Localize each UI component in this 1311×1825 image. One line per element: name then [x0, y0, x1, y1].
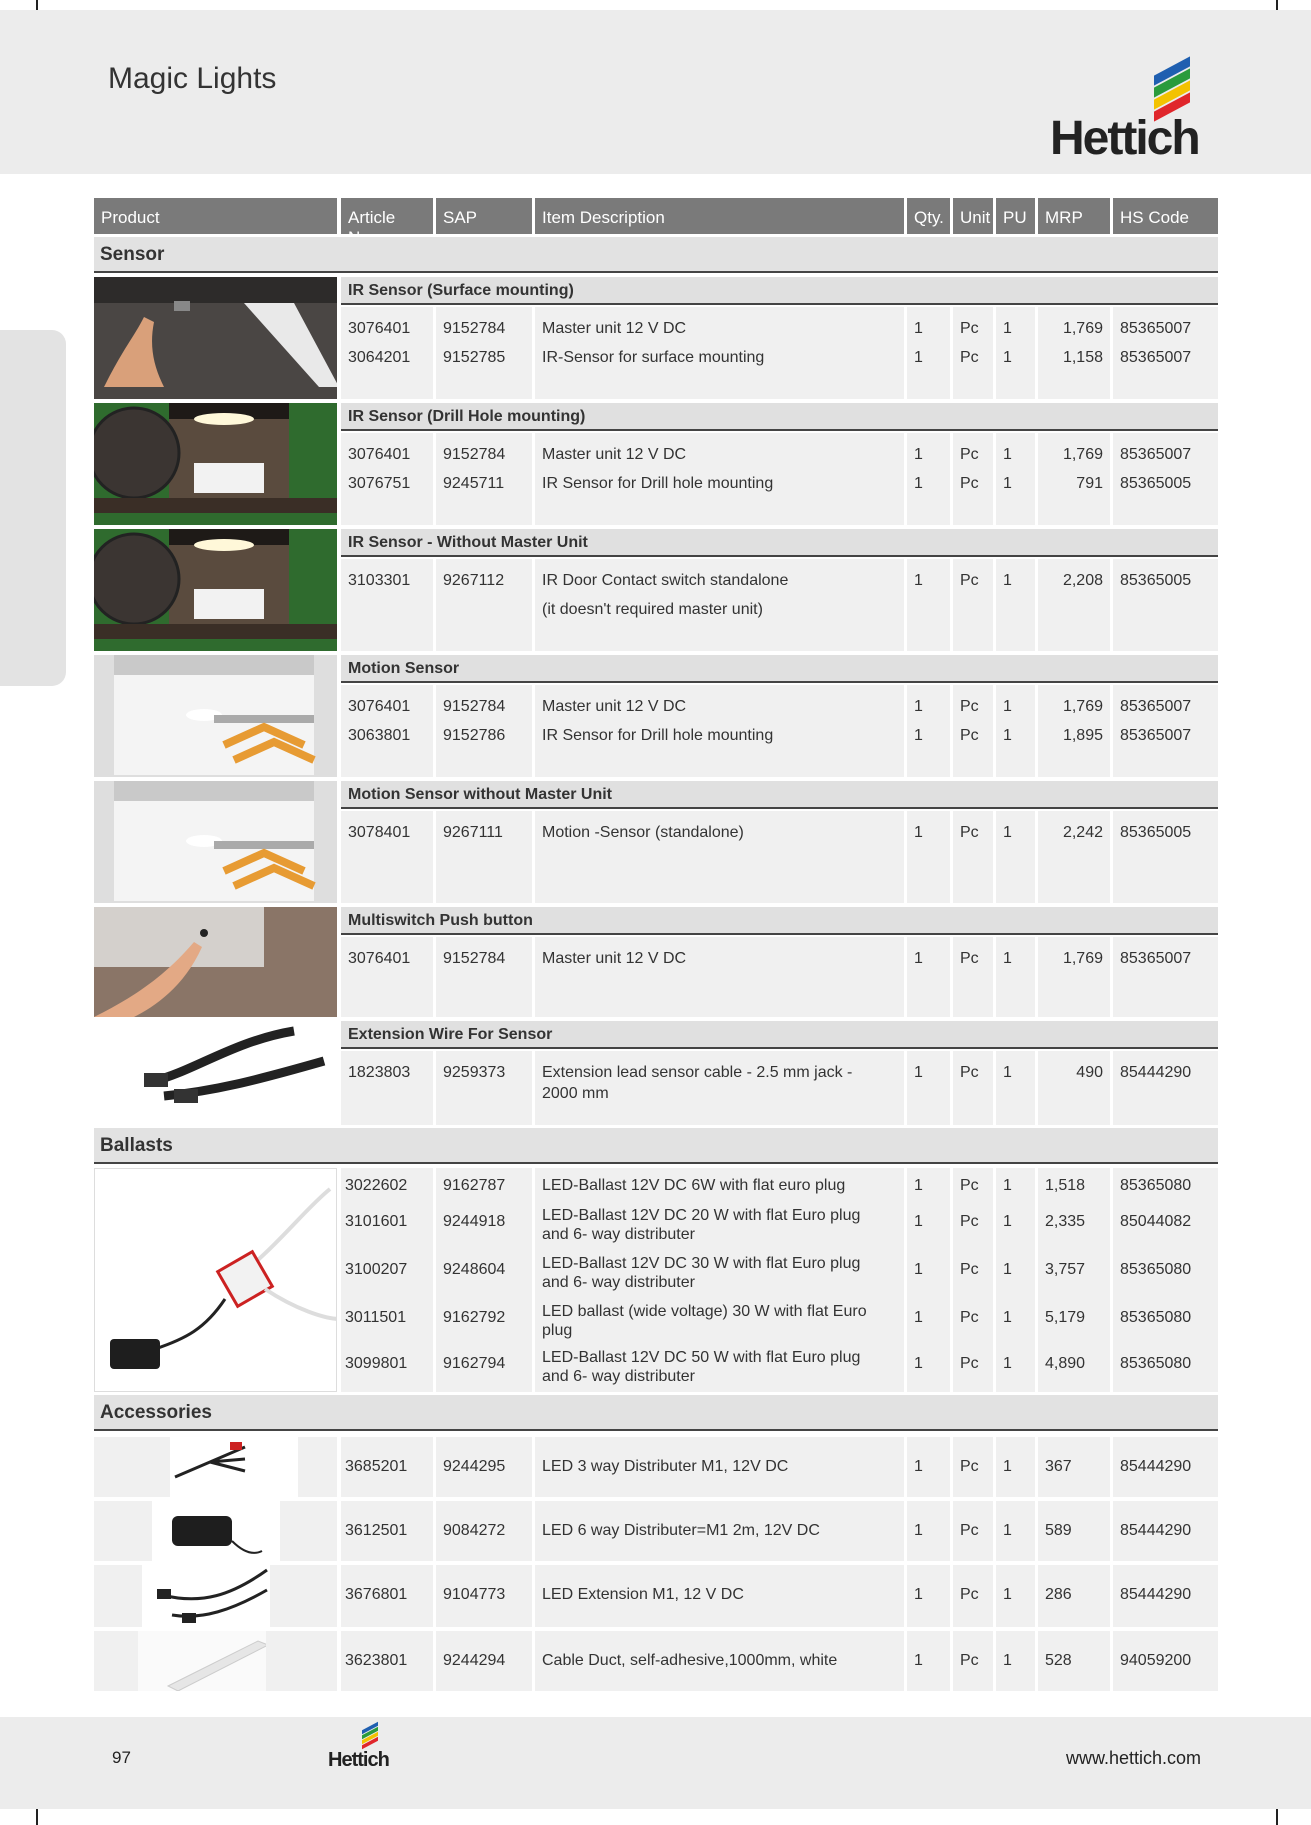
table-cell: 85444290	[1120, 1064, 1192, 1081]
table-cell: 791	[1076, 475, 1103, 492]
table-cell: Pc	[960, 572, 979, 589]
table-cell: 3676801	[345, 1586, 408, 1603]
table-cell: 1	[914, 1064, 923, 1081]
product-group	[94, 781, 1218, 903]
table-cell: 3076401	[348, 950, 411, 967]
side-tab	[0, 330, 66, 686]
table-cell: Pc	[960, 950, 979, 967]
section-header: Accessories	[94, 1395, 1218, 1431]
table-cell: Master unit 12 V DC	[542, 446, 687, 463]
table-cell: 1,769	[1062, 698, 1103, 715]
column-header-article-no: Article	[341, 198, 433, 234]
table-row	[94, 949, 1218, 973]
table-cell: 9162794	[443, 1355, 506, 1372]
table-cell: 9162792	[443, 1309, 506, 1326]
table-cell: 1	[1003, 572, 1012, 589]
column-header-mrp: MRP	[1038, 198, 1110, 234]
table-cell: Pc	[960, 824, 979, 841]
table-cell: IR Door Contact switch standalone	[542, 572, 789, 589]
table-cell: 528	[1045, 1652, 1072, 1669]
table-cell: 3076751	[348, 475, 411, 492]
table-cell: 9267111	[443, 824, 503, 841]
table-cell: Pc	[960, 727, 979, 744]
table-row	[94, 1348, 1218, 1388]
table-cell: LED-Ballast 12V DC 6W with flat euro plug	[542, 1177, 846, 1194]
table-cell: IR-Sensor for surface mounting	[542, 349, 765, 366]
table-cell: 4,890	[1045, 1355, 1086, 1372]
table-cell: 85365080	[1120, 1177, 1192, 1194]
table-cell: Pc	[960, 1177, 979, 1194]
table-cell: LED-Ballast 12V DC 50 W with flat Euro plug	[542, 1349, 861, 1366]
product-group	[94, 403, 1218, 525]
table-row	[94, 1585, 1218, 1607]
product-group	[94, 277, 1218, 399]
table-cell: LED 6 way Distributer=M1 2m, 12V DC	[542, 1522, 820, 1539]
table-cell: Pc	[960, 1309, 979, 1326]
table-cell: 85365007	[1120, 727, 1192, 744]
table-cell: 9152784	[443, 320, 506, 337]
table-cell: 3099801	[345, 1355, 408, 1372]
table-cell: 1	[914, 1177, 923, 1194]
table-cell: 1	[914, 475, 923, 492]
table-cell: 9259373	[443, 1064, 506, 1081]
table-cell: LED Extension M1, 12 V DC	[542, 1586, 744, 1603]
table-cell: Pc	[960, 1652, 979, 1669]
table-cell: 3612501	[345, 1522, 408, 1539]
table-row	[94, 1457, 1218, 1479]
table-cell: 2,242	[1062, 824, 1103, 841]
table-cell: 3101601	[345, 1213, 408, 1230]
table-row	[94, 823, 1218, 847]
table-cell: 85365007	[1120, 950, 1192, 967]
table-cell: 1	[1003, 950, 1012, 967]
crop-mark	[1276, 1807, 1278, 1825]
product-group	[94, 1168, 1218, 1392]
table-cell: 85365007	[1120, 446, 1192, 463]
table-cell: 1	[1003, 1522, 1012, 1539]
table-cell: 1	[1003, 1355, 1012, 1372]
table-cell: 85444290	[1120, 1522, 1192, 1539]
table-cell: 3064201	[348, 349, 411, 366]
group-subtitle: Multiswitch Push button	[341, 907, 1218, 935]
table-cell: Extension lead sensor cable - 2.5 mm jack -	[542, 1064, 853, 1081]
table-cell: 1	[1003, 1652, 1012, 1669]
table-row	[94, 1521, 1218, 1543]
table-row	[94, 474, 1218, 498]
table-cell: Pc	[960, 446, 979, 463]
table-cell: 1	[1003, 475, 1012, 492]
table-cell: 9245711	[443, 475, 505, 492]
product-group	[94, 1565, 1218, 1627]
table-cell: 1	[1003, 1458, 1012, 1475]
product-group	[94, 655, 1218, 777]
table-cell: 1	[1003, 727, 1012, 744]
table-cell: and 6- way distributer	[542, 1226, 695, 1243]
column-header-unit: Unit	[953, 198, 993, 234]
table-cell: Pc	[960, 1586, 979, 1603]
table-cell: 9244294	[443, 1652, 506, 1669]
table-cell: 9162787	[443, 1177, 506, 1194]
table-header	[94, 198, 1218, 234]
table-cell: 1	[914, 950, 923, 967]
table-cell: 3685201	[345, 1458, 408, 1475]
column-header-hs-code: HS Code	[1113, 198, 1218, 234]
column-header-sap: SAP	[436, 198, 532, 234]
table-cell: 1	[914, 572, 923, 589]
table-cell: Pc	[960, 320, 979, 337]
table-cell: (it doesn't required master unit)	[542, 601, 763, 618]
table-cell: 9104773	[443, 1586, 506, 1603]
logo-stripes-icon	[362, 1726, 378, 1748]
table-cell: 1	[1003, 1309, 1012, 1326]
table-cell: 85044082	[1120, 1213, 1192, 1230]
table-cell: Pc	[960, 349, 979, 366]
column-header-qty: Qty.	[907, 198, 950, 234]
group-subtitle: IR Sensor (Drill Hole mounting)	[341, 403, 1218, 431]
product-group	[94, 1631, 1218, 1691]
table-cell: 1	[914, 1586, 923, 1603]
page-title: Magic Lights	[108, 62, 277, 95]
table-cell: 1	[914, 320, 923, 337]
table-cell: Cable Duct, self-adhesive,1000mm, white	[542, 1652, 838, 1669]
table-cell: LED-Ballast 12V DC 30 W with flat Euro plug	[542, 1255, 861, 1272]
table-cell: Pc	[960, 1458, 979, 1475]
table-cell: 85365007	[1120, 349, 1192, 366]
table-cell: 1,769	[1062, 950, 1103, 967]
table-cell: 1	[914, 1309, 923, 1326]
table-cell: 3076401	[348, 446, 411, 463]
table-cell: Pc	[960, 1213, 979, 1230]
page-number: 97	[112, 1748, 131, 1767]
column-header-item-description: Item Description	[535, 198, 904, 234]
product-group	[94, 1021, 1218, 1125]
table-cell: 85365080	[1120, 1309, 1192, 1326]
table-cell: 9244295	[443, 1458, 506, 1475]
table-cell: 85365080	[1120, 1355, 1192, 1372]
table-cell: 1	[914, 727, 923, 744]
table-cell: 1	[1003, 1213, 1012, 1230]
table-cell: 3078401	[348, 824, 411, 841]
table-row	[94, 1206, 1218, 1246]
table-cell: IR Sensor for Drill hole mounting	[542, 727, 774, 744]
table-cell: 1	[914, 1522, 923, 1539]
table-cell: 3103301	[348, 572, 411, 589]
table-cell: 3100207	[345, 1261, 408, 1278]
section-header: Sensor	[94, 237, 1218, 273]
table-cell: 1,518	[1045, 1177, 1086, 1194]
table-cell: 3022602	[345, 1177, 408, 1194]
table-cell: 1	[1003, 1586, 1012, 1603]
group-subtitle: IR Sensor - Without Master Unit	[341, 529, 1218, 557]
table-cell: Master unit 12 V DC	[542, 698, 687, 715]
table-cell: LED ballast (wide voltage) 30 W with flat Euro	[542, 1303, 867, 1320]
table-cell: 9152784	[443, 698, 506, 715]
group-subtitle: Motion Sensor	[341, 655, 1218, 683]
table-cell: 367	[1045, 1458, 1072, 1475]
table-cell: 9267112	[443, 572, 505, 589]
column-header-pu: PU	[996, 198, 1035, 234]
table-cell: 9248604	[443, 1261, 506, 1278]
table-cell: 1	[914, 1652, 923, 1669]
group-subtitle: Motion Sensor without Master Unit	[341, 781, 1218, 809]
table-cell: 3063801	[348, 727, 411, 744]
crop-mark	[36, 1807, 38, 1825]
table-cell: Master unit 12 V DC	[542, 320, 687, 337]
table-cell: Pc	[960, 475, 979, 492]
hettich-logo: Hettich	[1050, 66, 1210, 166]
table-cell: 85365007	[1120, 320, 1192, 337]
table-cell: 85444290	[1120, 1458, 1192, 1475]
table-row	[94, 697, 1218, 721]
table-row	[94, 1254, 1218, 1294]
table-row	[94, 726, 1218, 750]
table-cell: 286	[1045, 1586, 1072, 1603]
product-group	[94, 1437, 1218, 1497]
table-cell: 85365005	[1120, 572, 1192, 589]
table-cell: 3011501	[345, 1309, 407, 1326]
table-cell: 490	[1076, 1064, 1103, 1081]
table-row	[94, 319, 1218, 343]
table-cell: Pc	[960, 1261, 979, 1278]
table-cell: 1	[914, 1213, 923, 1230]
table-row	[94, 445, 1218, 469]
group-subtitle: Extension Wire For Sensor	[341, 1021, 1218, 1049]
column-header-product: Product	[94, 198, 337, 234]
table-cell: LED 3 way Distributer M1, 12V DC	[542, 1458, 789, 1475]
table-cell: 1	[1003, 349, 1012, 366]
table-cell: 3623801	[345, 1652, 408, 1669]
table-cell: LED-Ballast 12V DC 20 W with flat Euro plug	[542, 1207, 861, 1224]
table-cell: 1	[1003, 824, 1012, 841]
table-cell: 2,208	[1062, 572, 1103, 589]
table-cell: 3,757	[1045, 1261, 1086, 1278]
table-cell: 9152784	[443, 950, 506, 967]
table-cell: 9152784	[443, 446, 506, 463]
table-cell: Pc	[960, 1522, 979, 1539]
table-cell: 5,179	[1045, 1309, 1086, 1326]
table-cell: 2000 mm	[542, 1085, 609, 1102]
table-cell: 1,769	[1062, 320, 1103, 337]
table-cell: 2,335	[1045, 1213, 1086, 1230]
product-group	[94, 529, 1218, 651]
table-cell: 1	[1003, 446, 1012, 463]
table-cell: 94059200	[1120, 1652, 1192, 1669]
table-cell: 1823803	[348, 1064, 411, 1081]
product-group	[94, 907, 1218, 1017]
table-cell: 9152785	[443, 349, 506, 366]
table-cell: IR Sensor for Drill hole mounting	[542, 475, 774, 492]
product-table	[94, 198, 1218, 1691]
table-cell: Motion -Sensor (standalone)	[542, 824, 744, 841]
table-cell: 1	[914, 1355, 923, 1372]
table-cell: plug	[542, 1322, 573, 1339]
table-cell: 1	[914, 1261, 923, 1278]
table-cell: 1	[1003, 698, 1012, 715]
table-cell: 1,158	[1062, 349, 1103, 366]
table-cell: Master unit 12 V DC	[542, 950, 687, 967]
table-cell: 9244918	[443, 1213, 506, 1230]
table-cell: 1	[914, 698, 923, 715]
table-cell: and 6- way distributer	[542, 1274, 695, 1291]
table-cell: 589	[1045, 1522, 1072, 1539]
table-cell: 85365005	[1120, 824, 1192, 841]
section-header: Ballasts	[94, 1128, 1218, 1164]
table-cell: 1,895	[1062, 727, 1103, 744]
table-cell: 1	[914, 1458, 923, 1475]
table-cell: 85365007	[1120, 698, 1192, 715]
table-cell: Pc	[960, 1064, 979, 1081]
table-cell: 1	[1003, 1064, 1012, 1081]
table-cell: Pc	[960, 698, 979, 715]
table-cell: 1,769	[1062, 446, 1103, 463]
footer-logo: Hettich	[328, 1726, 392, 1772]
table-row	[94, 348, 1218, 372]
table-cell: 3076401	[348, 320, 411, 337]
table-cell: Pc	[960, 1355, 979, 1372]
table-cell: and 6- way distributer	[542, 1368, 695, 1385]
table-cell: 3076401	[348, 698, 411, 715]
table-cell: 1	[914, 446, 923, 463]
table-row	[94, 571, 1218, 595]
website-url[interactable]: www.hettich.com	[1065, 1748, 1201, 1768]
table-cell: 9152786	[443, 727, 506, 744]
table-cell: 1	[1003, 320, 1012, 337]
table-cell: 85444290	[1120, 1586, 1192, 1603]
table-cell: 85365080	[1120, 1261, 1192, 1278]
group-subtitle: IR Sensor (Surface mounting)	[341, 277, 1218, 305]
table-cell: 85365005	[1120, 475, 1192, 492]
table-cell: 9084272	[443, 1522, 506, 1539]
table-cell: 1	[1003, 1177, 1012, 1194]
table-row	[94, 1302, 1218, 1342]
table-cell: 1	[1003, 1261, 1012, 1278]
product-group	[94, 1501, 1218, 1561]
table-row	[94, 1651, 1218, 1673]
table-cell: 1	[914, 824, 923, 841]
table-cell: 1	[914, 349, 923, 366]
